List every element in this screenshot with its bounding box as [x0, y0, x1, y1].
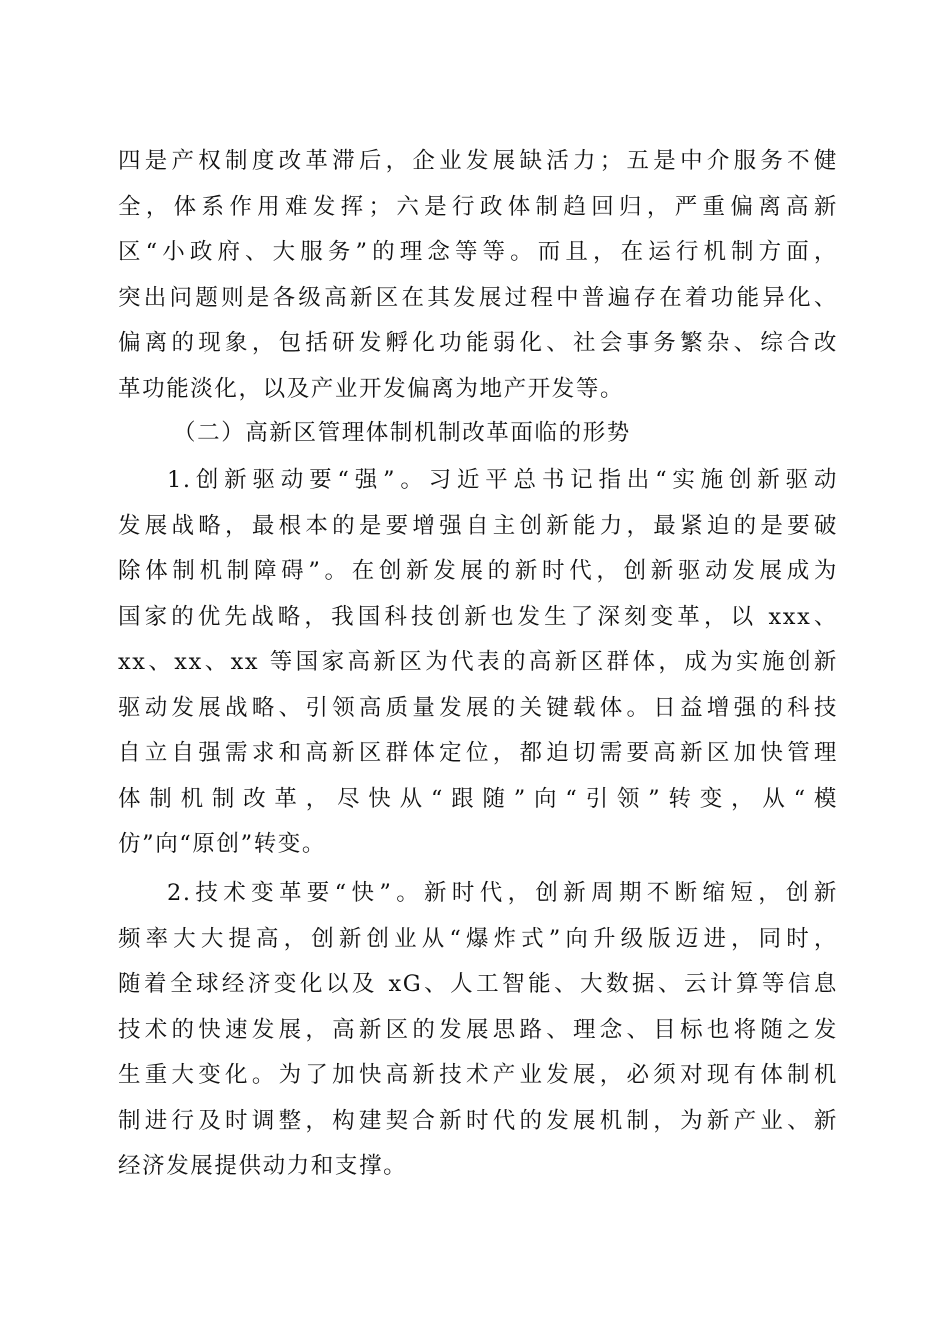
paragraph-problems	[118, 139, 838, 412]
text-line: 驱动发展战略、引领高质量发展的关键载体。日益增强的科技	[118, 694, 838, 721]
text-line: 制进行及时调整，构建契合新时代的发展机制，为新产业、新	[118, 1107, 838, 1134]
text-line: 区“小政府、大服务”的理念等等。而且，在运行机制方面，	[118, 239, 838, 265]
text-line: 自立自强需求和高新区群体定位，都迫切需要高新区加快管理	[118, 740, 838, 766]
text-line: 2.技术变革要“快”。新时代，创新周期不断缩短，创新	[167, 880, 838, 906]
text-line: 突出问题则是各级高新区在其发展过程中普遍存在着功能异化、	[118, 284, 838, 311]
text-line: 体制机制改革，尽快从“跟随”向“引领”转变，从“模	[118, 785, 838, 812]
text-line: 国家的优先战略，我国科技创新也发生了深刻变革，以 xxx、	[118, 603, 838, 630]
text-line: 1.创新驱动要“强”。习近平总书记指出“实施创新驱动	[167, 467, 838, 493]
paragraph-innovation-driven	[118, 458, 838, 868]
text-line: 发展战略，最根本的是要增强自主创新能力，最紧迫的是要破	[118, 512, 838, 539]
text-line: 革功能淡化，以及产业开发偏离为地产开发等。	[118, 375, 625, 402]
text-line: 生重大变化。为了加快高新技术产业发展，必须对现有体制机	[118, 1062, 838, 1088]
section-heading	[118, 411, 838, 457]
text-line: 仿”向“原创”转变。	[118, 831, 327, 857]
text-line: 全，体系作用难发挥；六是行政体制趋回归，严重偏离高新	[118, 193, 838, 220]
text-line: xx、xx、xx 等国家高新区为代表的高新区群体，成为实施创新	[118, 649, 838, 675]
text-line: 随着全球经济变化以及 xG、人工智能、大数据、云计算等信息	[118, 971, 838, 997]
text-line: 四是产权制度改革滞后，企业发展缺活力；五是中介服务不健	[118, 148, 838, 174]
text-line: 技术的快速发展，高新区的发展思路、理念、目标也将随之发	[118, 1016, 838, 1043]
section-heading-text: （二）高新区管理体制机制改革面临的形势	[173, 420, 631, 446]
text-line: 偏离的现象，包括研发孵化功能弱化、社会事务繁杂、综合改	[118, 330, 838, 356]
text-line: 频率大大提高，创新创业从“爆炸式”向升级版迈进，同时，	[118, 925, 838, 952]
text-line: 经济发展提供动力和支撑。	[118, 1153, 408, 1179]
text-line: 除体制机制障碍”。在创新发展的新时代，创新驱动发展成为	[118, 558, 838, 584]
paragraph-tech-change	[118, 871, 838, 1190]
